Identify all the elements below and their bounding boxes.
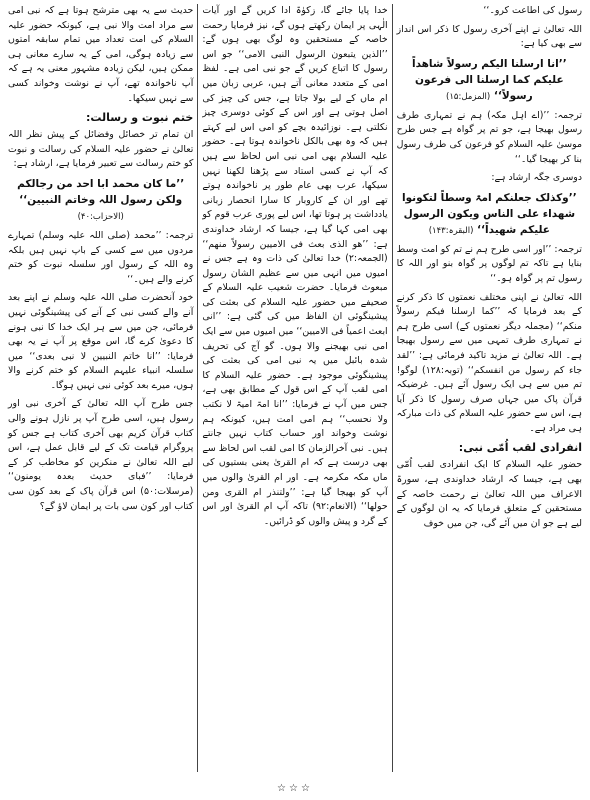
paragraph: اللہ تعالیٰ نے اپنی مختلف نعمتوں کا ذکر کرنے کے بعد فرمایا کہ ’’کما ارسلنا فیکم رسولاً منکم‘‘ (مجملہ دیگر نعمتوں کے) اسی طرح ہم نے تمہاری طرف تمہی میں سے رسول بھیجا ہے۔ اللہ تعالیٰ نے مزید تاکید فرمائی ہے: ’’لقد جاء کم رسول من انفسکم‘‘ (توبہ:۱۲۸) لوگو! تم میں سے ہی ایک رسول آئے ہیں۔ غرضیکہ قرآن پاک میں جہاں صرف رسول کا ذکر آیا ہے، اس سے حضور علیہ السلام کی ذات مبارکہ ہی مراد ہے۔ <box>396 291 582 434</box>
footer-ornament: ☆☆☆ <box>277 783 313 794</box>
quran-verse <box>397 56 582 105</box>
paragraph: حدیث سے یہ بھی مترشح ہوتا ہے کہ نبی امی سے مراد امت والا نبی ہے، کیونکہ حضور علیہ السلام کی امت تعداد میں تمام سابقہ امتوں سے زیادہ ہوگی، امی کے یہ سارے معانی ہی ممکن ہیں، لیکن زیادہ مشہور معنی یہ ہے کہ آپ ناخواندہ تھے، آپ نے نوشت وخواند کسی سے نہیں سیکھا۔ <box>8 5 194 104</box>
verse-text: ’’وکذلک جعلنکم امۃ وسطاً لتکونوا شھداء علی الناس ویکون الرسول علیکم شھیداً‘‘ <box>401 191 577 236</box>
paragraph: حضور علیہ السلام کا ایک انفرادی لقب اُمّی بھی ہے، جیسا کہ ارشاد خداوندی ہے، سورۃ الاعراف میں اللہ تعالیٰ نے رحمت خاصہ کے مستحقین کے متعلق فرمایا کہ یہ ان لوگوں کے لیے ہے جو ان میں آئے گی، جن میں خوف <box>396 459 582 529</box>
section-heading: ختم نبوت و رسالت: <box>85 111 194 125</box>
quran-verse <box>8 176 193 225</box>
paragraph: خدا پایا جائے گا، زکوٰۃ ادا کریں گے اور آیات الٰہی پر ایمان رکھتے ہوں گے، نیز فرمایا رحمت خاصہ کے مستحقین وہ لوگ بھی ہوں گے: ’’الذین یتبعون الرسول النبی الامی‘‘ جو اس رسول کا اتباع کریں گے جو نبی امی ہے۔ لفظ امی کے متعدد معانی آتے ہیں، عربی زبان میں ام ماں کے لیے بولا جاتا ہے، جس کی چیز کی اصل ہوتی ہے اور اس کے کوئی دوسری چیز نکلتی ہے۔ نوزائیدہ بچے کو امی اس لیے کہتے ہیں کہ وہ بھی بالکل ناخواندہ ہوتا ہے۔ حضور علیہ السلام بھی امی نبی اس لحاظ سے ہیں کہ آپ نے کسی استاد سے پڑھنا لکھنا نہیں سیکھا، عرب بھی عام طور پر ناخواندہ ہوتے تھے اور ان کے کاروبار کا سارا انحصار زبانی یادداشت پر ہوتا تھا، اس لیے پوری عرب قوم کو بھی امی کہا گیا ہے، جیسا کہ ارشاد خداوندی ہے: ’’ھو الذی بعث فی الامیین رسولاً منھم‘‘ (الجمعہ:۲) خدا تعالیٰ کی ذات وہ ہے جس نے امیوں میں انہی میں سے عظیم الشان رسول مبعوث فرمایا۔ حضرت شعیب علیہ السلام کے صحیفے میں حضور علیہ السلام کی بعثت کی پیشینگوئی ان الفاظ میں کی گئی ہے: ’’انی ابعث اعمیاً فی الامیین‘‘ میں امیوں میں سے ایک امی نبی بھیجنے والا ہوں۔ گو آج کی تحریف شدہ بائبل میں یہ نبی امی کی بعثت کی پیشینگوئی موجود ہے۔ حضور علیہ السلام کا امی لقب آپ کے اس قول کے مطابق بھی ہے، جس میں آپ نے فرمایا: ’’انا امۃ امیۃ لا نکتب ولا نحسب‘‘ ہم امی امت ہیں، کیونکہ ہم نوشت وخواند اور حساب کتاب نہیں جانتے ہیں۔ نبی آخرالزمان کا امی لقب اس لحاظ سے بھی درست ہے کہ ام القریٰ یعنی بستیوں کی ماں مکہ مکرمہ ہے۔ اور ام القریٰ والوں میں آپ کو بھیجا گیا ہے: ’’ولتنذر ام القری ومن حولھا‘‘ (الانعام:۹۲) تاکہ آپ ام القریٰ اور اس کے گرد و پیش والوں کو ڈرائیں۔ <box>202 5 388 527</box>
column-right <box>393 4 586 772</box>
verse-reference: (البقرہ:۱۴۳) <box>428 225 474 236</box>
verse-text: ’’انا ارسلنا الیکم رسولاً شاھداً علیکم کما ارسلنا الی فرعون رسولاً‘‘ <box>411 57 567 102</box>
column-left <box>4 4 197 772</box>
paragraph: ترجمہ: ’’محمد (صلی اللہ علیہ وسلم) تمہارے مردوں میں سے کسی کے باپ نہیں ہیں بلکہ وہ اللہ کے رسول اور سلسلہ نبوت کو ختم کرنے والے ہیں۔‘‘ <box>8 229 194 285</box>
paragraph: ترجمہ: ’’اور اسی طرح ہم نے تم کو امت وسط بنایا ہے تاکہ تم لوگوں پر گواہ بنو اور اللہ کا رسول تم پر گواہ ہو۔‘‘ <box>396 243 582 284</box>
section-heading: انفرادی لقب اُمّی نبی: <box>458 441 582 455</box>
paragraph: اللہ تعالیٰ نے اپنے آخری رسول کا ذکر اس انداز سے بھی کیا ہے: <box>396 23 582 50</box>
paragraph: جس طرح آپ اللہ تعالیٰ کے آخری نبی اور رسول ہیں، اسی طرح آپ پر نازل ہونے والی کتاب قرآن کریم بھی آخری کتاب ہے جس کو پروگرام قیامت تک کے لیے قابل عمل ہے، اس لیے اللہ تعالیٰ نے منکرین کو مخاطب کر کے فرمایا: ’’فبای حدیث بعدہ یومنون‘‘ (مرسلات:۵۰) اس قرآن پاک کے بعد کون سی کتاب اور کون سی بات پر ایمان لاؤ گے؟ <box>8 398 194 512</box>
paragraph: دوسری جگہ ارشاد ہے: <box>491 172 582 184</box>
paragraph: ان تمام تر خصائل وفضائل کے پیش نظر اللہ تعالیٰ نے حضور علیہ السلام کی رسالت و نبوت کو ختم رسالت سے تعبیر فرمایا ہے، ارشاد ہے: <box>8 129 194 170</box>
verse-text: ’’ما کان محمد ابا احد من رجالکم ولکن رسول اللہ وخاتم النبیین‘‘ <box>17 177 185 206</box>
column-middle <box>198 4 391 772</box>
verse-reference: (الاحزاب:۴۰) <box>77 211 124 222</box>
paragraph: رسول کی اطاعت کرو۔‘‘ <box>483 5 582 16</box>
paragraph: خود آنحضرت صلی اللہ علیہ وسلم نے اپنے بعد آنے والے کسی نبی کے آنے کی پیشینگوئی نہیں فرمائی، جن میں سے ہر ایک خدا کا نبی ہونے کا دعویٰ کرے گا، اس موقع پر آپ نے یہ بھی فرمایا: ’’انا خاتم النبیین لا نبی بعدی‘‘ میں سلسلہ انبیاء علیہم السلام کو ختم کرنے والا ہوں، میرے بعد کوئی نبی نہیں ہوگا۔ <box>8 292 194 391</box>
paragraph: ترجمہ: ’’(اے اہل مکہ) ہم نے تمہاری طرف رسول بھیجا ہے، جو تم پر گواہ ہے جس طرح موسیٰ علیہ السلام کو فرعون کی طرف رسول بنا کر بھیجا گیا۔‘‘ <box>396 109 582 165</box>
quran-verse <box>397 190 582 239</box>
verse-reference: (المزمل:۱۵) <box>446 91 491 102</box>
